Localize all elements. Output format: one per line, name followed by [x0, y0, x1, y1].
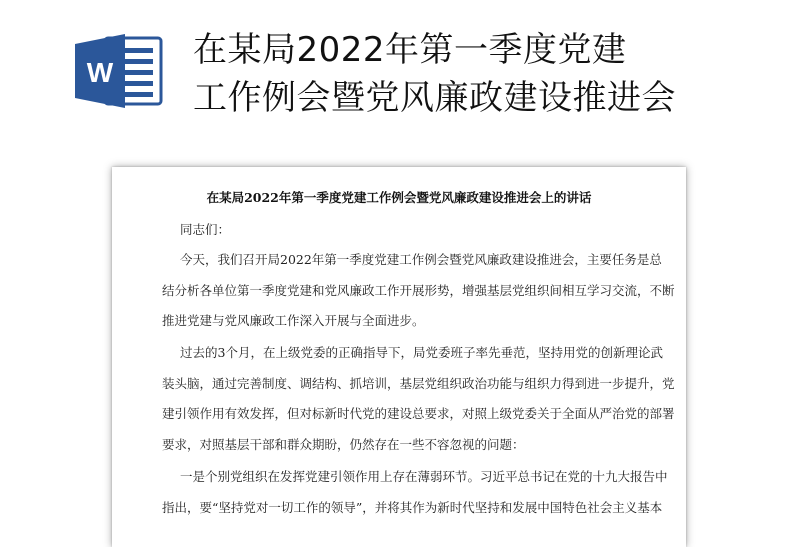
paragraph-line: 建引领作用有效发挥，但对标新时代党的建设总要求，对照上级党委关于全面从严治党的部署 [162, 406, 675, 421]
header-title-line1: 在某局2022年第一季度党建 [193, 30, 627, 70]
document-title: 在某局2022年第一季度党建工作例会暨党风廉政建设推进会上的讲话 [206, 190, 592, 205]
word-icon [73, 32, 165, 110]
header-title-line2: 工作例会暨党风廉政建设推进会 [193, 78, 676, 118]
header-banner [0, 0, 800, 140]
paragraph-line: 一是个别党组织在发挥党建引领作用上存在薄弱环节。习近平总书记在党的十九大报告中 [180, 469, 668, 484]
greeting [180, 215, 620, 246]
paragraph-2 [162, 338, 675, 460]
paragraph-line: 指出，要“坚持党对一切工作的领导”，并将其作为新时代坚持和发展中国特色社会主义基本 [162, 499, 663, 515]
paragraph-1 [162, 245, 675, 337]
document-page [112, 167, 686, 547]
paragraph-line: 推进党建与党风廉政工作深入开展与全面进步。 [162, 313, 425, 328]
paragraph-line: 结分析各单位第一季度党建和党风廉政工作开展形势，增强基层党组织间相互学习交流，不断 [162, 282, 675, 298]
paragraph-line: 要求，对照基层干部和群众期盼，仍然存在一些不容忽视的问题： [162, 436, 525, 452]
greeting-text: 同志们： [180, 222, 231, 237]
paragraph-line: 装头脑，通过完善制度、调结构、抓培训，基层党组织政治功能与组织力得到进一步提升，党 [162, 375, 675, 391]
header-title [193, 26, 783, 122]
paragraph-line: 今天，我们召开局2022年第一季度党建工作例会暨党风廉政建设推进会，主要任务是总 [180, 252, 662, 267]
paragraph-3 [162, 462, 668, 523]
svg-text:W: W [86, 57, 114, 88]
paragraph-line: 过去的3个月，在上级党委的正确指导下，局党委班子率先垂范，坚持用党的创新理论武 [180, 345, 663, 360]
